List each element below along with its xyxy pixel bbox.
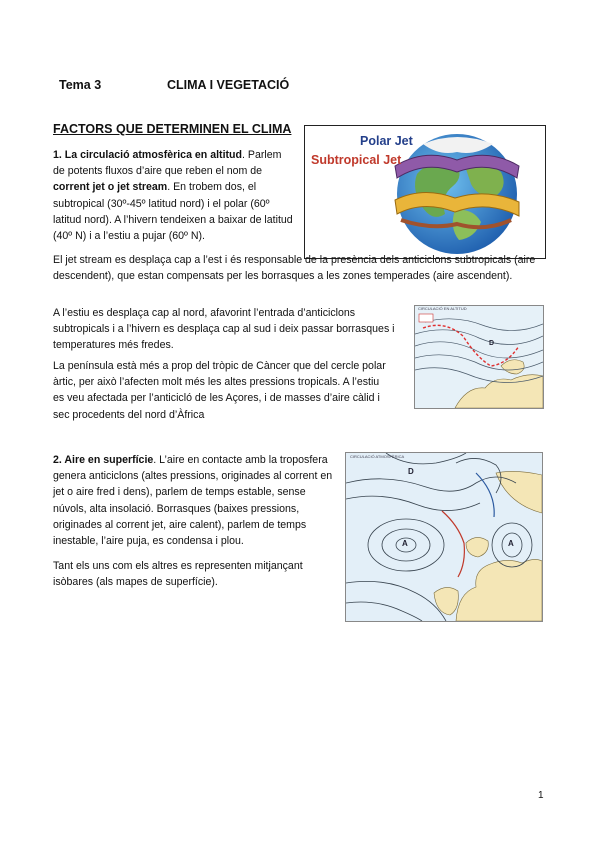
page-number: 1 <box>538 790 544 801</box>
depression-label: D <box>408 467 414 476</box>
anticyclone-label-east: A <box>508 539 514 548</box>
paragraph-lead: 1. La circulació atmosfèrica en altitud <box>53 149 242 161</box>
surface-map-title: CIRCULACIÓ ATMOSFÈRICA <box>350 454 405 459</box>
globe-illustration <box>305 126 545 258</box>
altitude-map-illustration <box>415 306 543 408</box>
paragraph-jet-east: El jet stream es desplaça cap a l’est i és responsable de la presència dels anticiclons subtropicals (aire descendent), que estan compensats per les borrasques a les zones temperades (aire ascendent). <box>53 254 536 283</box>
jet-stream-globe-figure <box>304 125 546 259</box>
paragraph-peninsula: La península està més a prop del tròpic de Càncer que del cercle polar àrtic, per això l’afecten molt més les altes pressions tropicals. A l’estiu es veu afectada per l’anticicló de les Açores, i de masses d’aire càlid i sec procedents del nord d’Àfrica <box>53 360 386 421</box>
paragraph-bold-term: corrent jet o jet stream <box>53 181 168 194</box>
surface-circulation-map <box>345 452 543 622</box>
altitude-map-title: CIRCULACIÓ EN ALTITUD <box>418 306 467 311</box>
anticyclone-label-west: A <box>402 539 408 548</box>
polar-jet-label: Polar Jet <box>360 134 413 148</box>
section-heading: FACTORS QUE DETERMINEN EL CLIMA <box>53 122 292 136</box>
paragraph-text: . L’aire en contacte amb la troposfera genera anticiclons (altes pressions, originades al corrent en jet o aire fred i dens), parlem de temps estable, sense núvols, alta insolació. Borrasques (baixes pressions, originades al corrent jet, aire calent), parlem de temps inestable, l’aire puja, es condensa i plou. <box>53 454 333 548</box>
low-pressure-label: D <box>489 340 495 347</box>
tema-label: Tema 3 <box>59 78 102 92</box>
paragraph-text: . Parlem de potents fluxos d’aire que reben el nom de <box>53 149 282 178</box>
paragraph-summer-winter: A l’estiu es desplaça cap al nord, afavorint l’entrada d’anticiclons subtropicals i a l’hivern es desplaça cap al sud i deix passar borrasques i temperatures més fredes. <box>53 307 395 352</box>
subtropical-jet-label: Subtropical Jet <box>311 153 402 167</box>
page-title: CLIMA I VEGETACIÓ <box>167 78 290 92</box>
paragraph-text: . En trobem dos, el subtropical (30º-45º latitud nord) i el polar (60º latitud nord). A l’hivern tendeixen a baixar de latitud (40º N) i a l’estiu a pujar (60º N). <box>53 181 293 243</box>
surface-map-illustration <box>346 453 542 621</box>
altitude-circulation-map <box>414 305 544 409</box>
paragraph-isobars: Tant els uns com els altres es representen mitjançant isòbares (als mapes de superfície). <box>53 560 303 589</box>
paragraph-jet-stream <box>53 147 293 244</box>
paragraph-lead: 2. Aire en superfície <box>53 454 154 466</box>
paragraph-surface-air <box>53 452 338 549</box>
